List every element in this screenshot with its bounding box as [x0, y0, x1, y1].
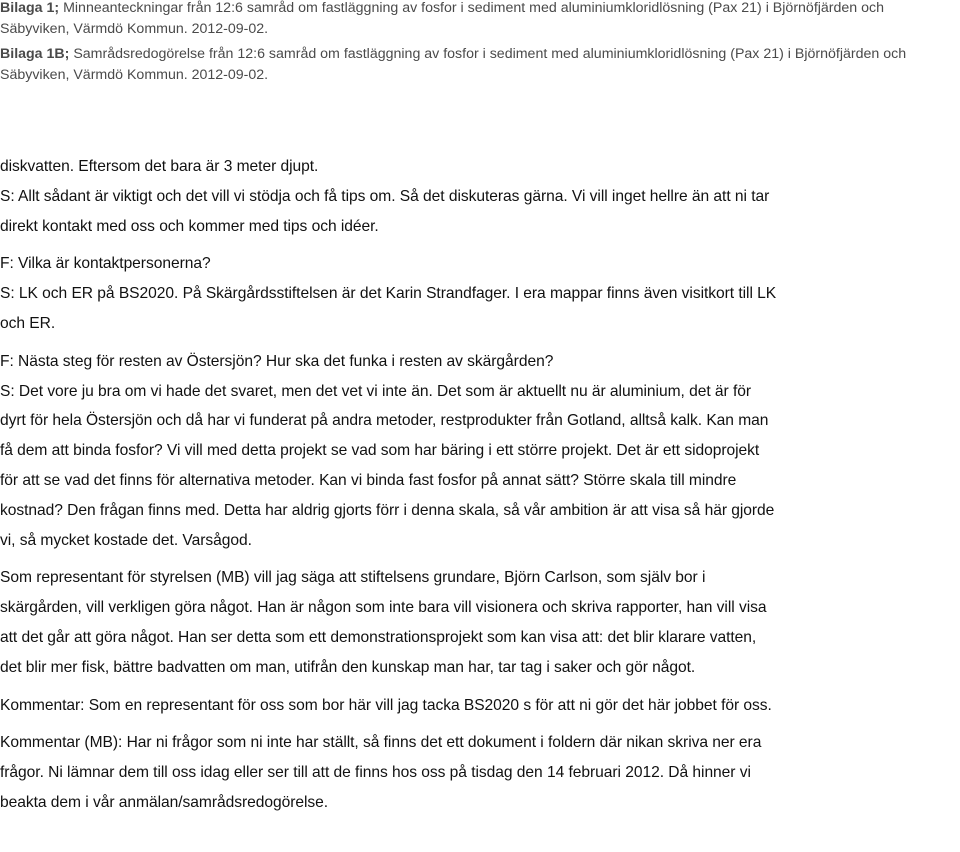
attachment-1b-note [0, 44, 950, 86]
text-line: diskvatten. Eftersom det bara är 3 meter djupt. [0, 158, 319, 175]
paragraph-board-statement [0, 563, 958, 682]
text-line: F: Vilka är kontaktpersonerna? [0, 255, 211, 273]
text-line: S: LK och ER på BS2020. På Skärgårdsstiftelsen är det Karin Strandfager. I era mappar finns även visitkort till LK [0, 285, 777, 303]
text-line: det blir mer fisk, bättre badvatten om man, utifrån den kunskap man har, tar tag i saker och gör något. [0, 658, 696, 676]
paragraph-comment-mb [0, 728, 958, 817]
attachment-1-note [0, 0, 950, 40]
paragraph-next-steps [0, 347, 958, 556]
text-line: kostnad? Den frågan finns med. Detta har aldrig gjorts förr i denna skala, så vår ambition är att visa så här gjorde [0, 501, 775, 519]
text-line: Som representant för styrelsen (MB) vill jag säga att stiftelsens grundare, Björn Carlson, som själv bor i [0, 569, 706, 587]
text-line: S: Det vore ju bra om vi hade det svaret, men det vet vi inte än. Det som är aktuellt nu är aluminium, det är för [0, 382, 751, 400]
text-line: vi, så mycket kostade det. Varsågod. [0, 531, 252, 549]
text-line: Kommentar: Som en representant för oss som bor här vill jag tacka BS2020 s för att ni gör det här jobbet för oss. [0, 696, 772, 714]
text-line: dyrt för hela Östersjön och då har vi funderat på andra metoder, restprodukter från Gotland, alltså kalk. Kan man [0, 412, 769, 430]
text-line: frågor. Ni lämnar dem till oss idag eller ser till att de finns hos oss på tisdag den 14 februari 2012. Då hinner vi [0, 764, 751, 782]
text-line: direkt kontakt med oss och kommer med tips och idéer. [0, 217, 379, 235]
text-line: S: Allt sådant är viktigt och det vill vi stödja och få tips om. Så det diskuteras gärna. Vi vill inget hellre än att ni tar [0, 187, 770, 205]
attachment-1b-label: Bilaga 1B; [0, 46, 70, 62]
paragraph-discussion [0, 152, 958, 241]
text-line: för att se vad det finns för alternativa metoder. Kan vi binda fast fosfor på annat sätt? Större skala till mindre [0, 471, 737, 489]
document-header [0, 0, 950, 90]
text-line: och ER. [0, 314, 56, 332]
document-body [0, 152, 958, 826]
text-line: skärgården, vill verkligen göra något. Han är någon som inte bara vill visionera och skriva rapporter, han vill visa [0, 599, 767, 617]
attachment-1-text: Minneanteckningar från 12:6 samråd om fastläggning av fosfor i sediment med aluminiumkloridlösning (Pax 21) i Björnöfjärden och Säbyviken, Värmdö Kommun. 2012-09-02. [0, 0, 885, 37]
text-line: beakta dem i vår anmälan/samrådsredogörelse. [0, 793, 329, 811]
text-line: att det går att göra något. Han ser detta som ett demonstrationsprojekt som kan visa att: det blir klarare vatten, [0, 628, 757, 646]
text-line: Kommentar (MB): Har ni frågor som ni inte har ställt, så finns det ett dokument i foldern där nikan skriva ner era [0, 734, 762, 752]
text-line: F: Nästa steg för resten av Östersjön? Hur ska det funka i resten av skärgården? [0, 352, 554, 370]
text-line: få dem att binda fosfor? Vi vill med detta projekt se vad som har bäring i ett större projekt. Det är ett sidoprojekt [0, 442, 760, 460]
attachment-1-label: Bilaga 1; [0, 0, 60, 16]
paragraph-contacts [0, 249, 958, 338]
attachment-1b-text: Samrådsredogörelse från 12:6 samråd om fastläggning av fosfor i sediment med aluminiumkloridlösning (Pax 21) i Björnöfjärden och Säbyviken, Värmdö Kommun. 2012-09-02. [0, 46, 907, 83]
paragraph-comment [0, 691, 958, 721]
